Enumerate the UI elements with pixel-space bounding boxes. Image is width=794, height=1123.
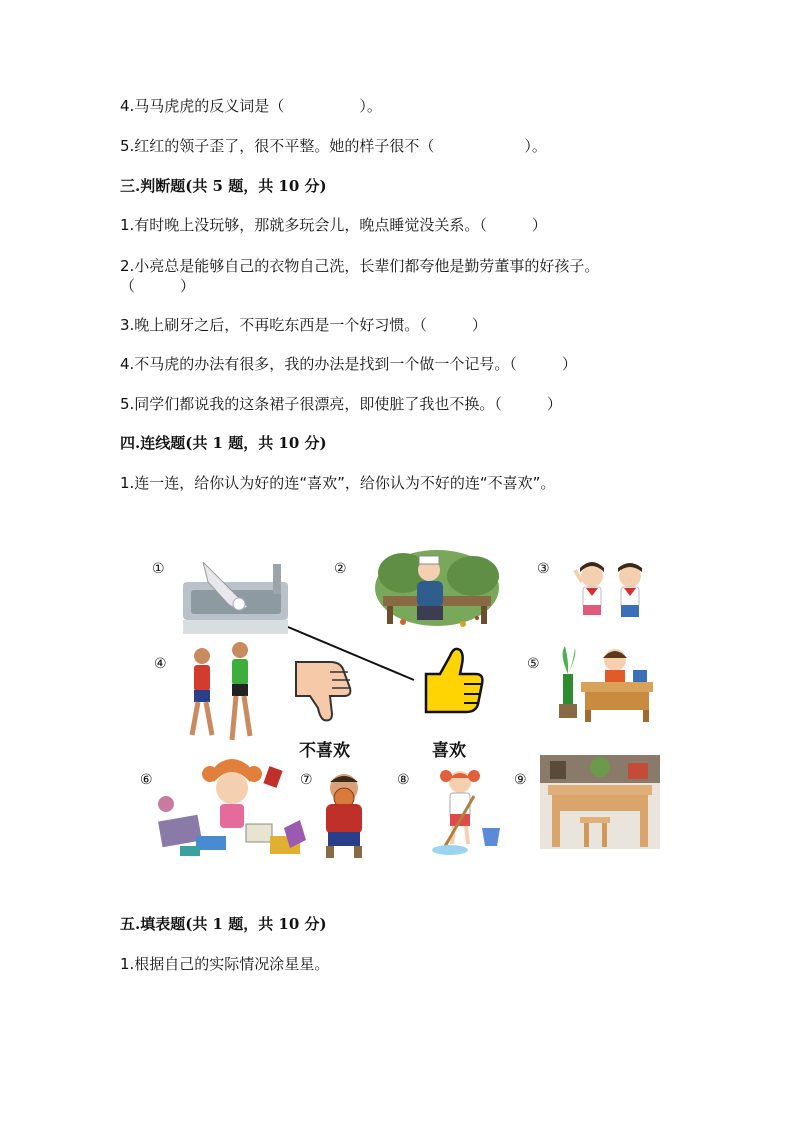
judge-question-2-blank: （ ） bbox=[120, 277, 196, 295]
section-3-heading: 三.判断题(共 5 题，共 10 分) bbox=[120, 177, 327, 195]
littering-man-picture bbox=[373, 548, 501, 630]
section-4-heading: 四.连线题(共 1 题，共 10 分) bbox=[120, 434, 327, 452]
dislike-label: 不喜欢 bbox=[299, 741, 350, 761]
thumbs-up-icon bbox=[420, 644, 490, 718]
running-men-picture bbox=[182, 640, 260, 746]
judge-question-3: 3.晚上刷牙之后，不再吃东西是一个好习惯。（ ） bbox=[120, 316, 487, 334]
section-5-heading: 五.填表题(共 1 题，共 10 分) bbox=[120, 915, 327, 933]
wooden-desk-picture bbox=[540, 755, 660, 849]
item-number-8: ⑧ bbox=[397, 772, 410, 788]
judge-question-5: 5.同学们都说我的这条裙子很漂亮，即使脏了我也不换。（ ） bbox=[120, 395, 562, 413]
item-number-1: ① bbox=[152, 561, 165, 577]
washing-hands-picture bbox=[183, 562, 293, 637]
boy-eating-picture bbox=[312, 768, 378, 862]
judge-question-1: 1.有时晚上没玩够，那就多玩会儿，晚点睡觉没关系。（ ） bbox=[120, 216, 547, 234]
question-4-antonym: 4.马马虎虎的反义词是（ ）。 bbox=[120, 97, 382, 115]
item-number-5: ⑤ bbox=[527, 656, 540, 672]
messy-room-picture bbox=[150, 758, 310, 858]
item-number-6: ⑥ bbox=[140, 772, 153, 788]
table-question-1: 1.根据自己的实际情况涂星星。 bbox=[120, 955, 330, 973]
girl-mopping-picture bbox=[430, 766, 506, 856]
question-5-collar: 5.红红的领子歪了，很不平整。她的样子很不（ ）。 bbox=[120, 137, 547, 155]
saluting-kids-picture bbox=[570, 560, 652, 622]
thumbs-down-icon bbox=[290, 658, 360, 724]
judge-question-2: 2.小亮总是能够自己的衣物自己洗，长辈们都夸他是勤劳董事的好孩子。 bbox=[120, 257, 600, 275]
item-number-7: ⑦ bbox=[300, 772, 313, 788]
item-number-9: ⑨ bbox=[514, 772, 527, 788]
item-number-2: ② bbox=[334, 561, 347, 577]
judge-question-4: 4.不马虎的办法有很多，我的办法是找到一个做一个记号。（ ） bbox=[120, 355, 577, 373]
item-number-3: ③ bbox=[537, 561, 550, 577]
child-at-desk-picture bbox=[555, 644, 657, 724]
item-number-4: ④ bbox=[154, 656, 167, 672]
like-label: 喜欢 bbox=[432, 741, 466, 761]
matching-question-1: 1.连一连，给你认为好的连“喜欢”，给你认为不好的连“不喜欢”。 bbox=[120, 474, 556, 492]
